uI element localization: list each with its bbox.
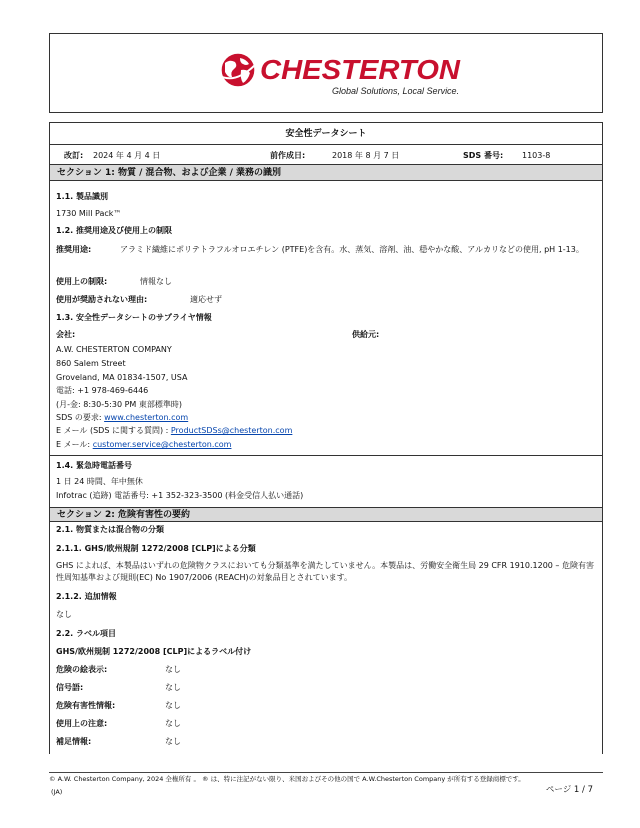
s212-title: 2.1.2. 追加情報 <box>56 592 117 601</box>
s13-title: 1.3. 安全性データシートのサプライヤ情報 <box>56 313 212 322</box>
hazard-statements-value: なし <box>165 701 181 710</box>
logo-header <box>49 33 603 113</box>
address-line-3: Groveland, MA 01834-1507, USA <box>56 373 188 382</box>
s211-text: GHS によれば、本製品はいずれの危険物クラスにおいても分類基準を満たしていません。本製品は、労働安全衛生局 29 CFR 1910.1200 – 危険有害性周知基準および規則(EC) No 1907/2006 (REACH)の対象品目とされています。 <box>56 561 594 582</box>
section-2-title: セクション 2: 危険有害性の要約 <box>57 510 190 520</box>
document-title: 安全性データシート <box>285 129 367 139</box>
section-1-title: セクション 1: 物質 / 混合物、および企業 / 業務の識別 <box>57 168 282 178</box>
revision-label: 改訂: <box>64 151 84 160</box>
s12-title: 1.2. 推奨用途及び使用上の制限 <box>56 226 172 235</box>
sds-number-label: SDS 番号: <box>463 151 504 160</box>
company-label: 会社: <box>56 330 76 339</box>
section-2-header <box>50 507 602 522</box>
supplier-label: 供給元: <box>352 330 380 339</box>
signal-word-value: なし <box>165 683 181 692</box>
copyright-notice: © A.W. Chesterton Company, 2024 全権所有 。 ® は、特に注記がない限り、米国およびその他の国で A.W.Chesterton Company が所有する登録商標です。 <box>49 775 525 783</box>
s212-value: なし <box>56 610 72 619</box>
email-line <box>56 439 231 451</box>
email-sds-link[interactable]: ProductSDSs@chesterton.com <box>170 426 293 435</box>
previous-label: 前作成日: <box>270 151 306 160</box>
precautions-value: なし <box>165 719 181 728</box>
previous-date: 2018 年 8 月 7 日 <box>332 151 400 160</box>
email-label: E メール: <box>56 440 93 449</box>
sds-request-label: SDS の要求: <box>56 413 105 422</box>
email-sds-label: E メール (SDS に関する質問) : <box>56 426 171 435</box>
chesterton-logo <box>216 50 476 102</box>
product-name: 1730 Mill Pack™ <box>56 209 122 218</box>
pictogram-value: なし <box>165 665 181 674</box>
supplemental-value: なし <box>165 737 181 746</box>
not-recommended-value: 適応せず <box>190 295 222 304</box>
recommended-use-label: 推奨用途: <box>56 245 92 254</box>
s14-title: 1.4. 緊急時電話番号 <box>56 461 132 470</box>
address-line-1: A.W. CHESTERTON COMPANY <box>56 345 172 354</box>
language-code: (JA) <box>51 788 63 796</box>
globe-icon <box>220 53 256 87</box>
sds-number: 1103-8 <box>522 151 551 160</box>
page-number: ページ 1 / 7 <box>545 785 593 795</box>
s211-title: 2.1.1. GHS/欧州規制 1272/2008 [CLP]による分類 <box>56 544 256 553</box>
s11-title: 1.1. 製品識別 <box>56 192 108 201</box>
hazard-statements-label: 危険有害性情報: <box>56 701 116 710</box>
address-line-2: 860 Salem Street <box>56 359 126 368</box>
s14-divider <box>50 455 602 456</box>
website-link[interactable]: www.chesterton.com <box>104 413 189 422</box>
ghs-label-title: GHS/欧州規制 1272/2008 [CLP]によるラベル付け <box>56 647 252 656</box>
revision-row <box>50 145 602 164</box>
section-1-header <box>50 164 602 181</box>
hours-line: (月-金: 8:30-5:30 PM 東部標準時) <box>56 400 182 409</box>
page-footer <box>49 772 603 798</box>
not-recommended-label: 使用が奨励されない理由: <box>56 295 148 304</box>
email-sds-line <box>56 425 292 437</box>
revision-date: 2024 年 4 月 4 日 <box>93 151 161 160</box>
phone-line: 電話: +1 978-469-6446 <box>56 386 149 395</box>
sds-request-line <box>56 412 188 424</box>
s22-title: 2.2. ラベル項目 <box>56 629 116 638</box>
recommended-use-text: アラミド繊維にポリテトラフルオロエチレン (PTFE)を含有。水、蒸気、溶剤、油、穏やかな酸、アルカリなどの使用, pH 1-13。 <box>120 245 584 254</box>
emergency-line-2: Infotrac (追跡) 電話番号: +1 352-323-3500 (料金受信人払い通話) <box>56 491 304 500</box>
brand-name: CHESTERTON <box>260 54 461 85</box>
restrictions-label: 使用上の制限: <box>56 277 108 286</box>
pictogram-label: 危険の絵表示: <box>56 665 108 674</box>
sds-document <box>49 122 603 754</box>
supplemental-label: 補足情報: <box>56 737 92 746</box>
title-row <box>50 123 602 145</box>
brand-tagline: Global Solutions, Local Service. <box>332 86 460 96</box>
precautions-label: 使用上の注意: <box>56 719 108 728</box>
restrictions-value: 情報なし <box>140 277 172 286</box>
signal-word-label: 信号語: <box>56 683 84 692</box>
customer-service-email-link[interactable]: customer.service@chesterton.com <box>92 440 232 449</box>
s21-title: 2.1. 物質または混合物の分類 <box>56 525 164 534</box>
emergency-line-1: 1 日 24 時間、年中無休 <box>56 477 143 486</box>
